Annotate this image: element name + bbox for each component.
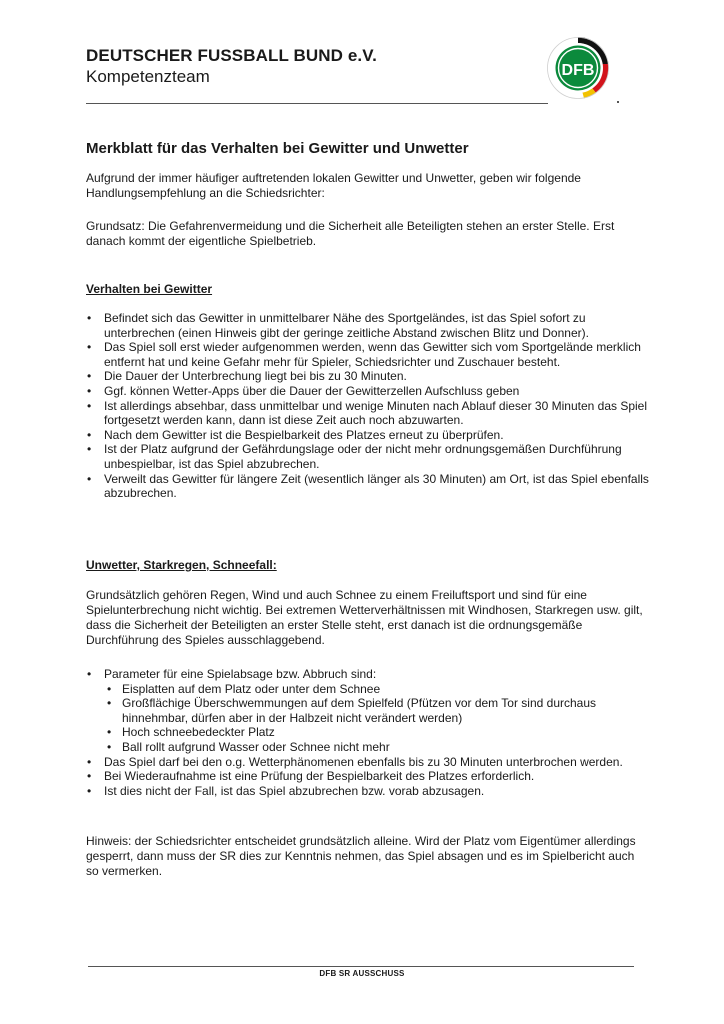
header-divider-dot [617, 101, 619, 103]
sub-list-item: • Ball rollt aufgrund Wasser oder Schnee nicht mehr [104, 740, 658, 755]
organization-name: DEUTSCHER FUSSBALL BUND e.V. [86, 46, 377, 65]
list-item: • Das Spiel soll erst wieder aufgenommen werden, wenn das Gewitter sich vom Sportgelände merklich entfernt hat und keine Gefahr mehr für Spieler, Schiedsrichter und Zuschauer besteht. [86, 340, 658, 369]
document-title: Merkblatt für das Verhalten bei Gewitter und Unwetter [86, 140, 469, 157]
organization-subtitle: Kompetenzteam [86, 67, 210, 86]
parameter-sub-list [104, 682, 658, 755]
closing-note-paragraph: Hinweis: der Schiedsrichter entscheidet grundsätzlich alleine. Wird der Platz vom Eigentümer allerdings gesperrt, dann muss der SR dies zur Kenntnis nehmen, das Spiel absagen und es im Spielbericht auch so vermerken. [86, 834, 636, 878]
list-item [86, 667, 658, 755]
dfb-logo [546, 36, 610, 100]
thunderstorm-bullet-list [86, 311, 658, 501]
list-item: • Befindet sich das Gewitter in unmittelbarer Nähe des Sportgeländes, ist das Spiel sofort zu unterbrechen (einen Hinweis gibt der geringe zeitliche Abstand zwischen Blitz und Donner). [86, 311, 658, 340]
list-item: • Ist dies nicht der Fall, ist das Spiel abzubrechen bzw. vorab abzusagen. [86, 784, 658, 799]
list-item: • Bei Wiederaufnahme ist eine Prüfung der Bespielbarkeit des Platzes erforderlich. [86, 769, 658, 784]
header-divider [86, 103, 548, 104]
list-item-text: Parameter für eine Spielabsage bzw. Abbruch sind: [104, 667, 377, 681]
list-item: • Ist allerdings absehbar, dass unmittelbar und wenige Minuten nach Ablauf dieser 30 Minuten das Spiel fortgesetzt werden kann, dann ist diese Zeit auch noch abzuwarten. [86, 399, 658, 428]
severe-weather-paragraph: Grundsätzlich gehören Regen, Wind und auch Schnee zu einem Freiluftsport und sind für eine Spielunterbrechung nicht wichtig. Bei extremen Wetterverhältnissen mit Windhosen, Starkregen usw. gilt, dass die Sicherheit der Beteiligten an erster Stelle steht, erst danach ist die ordnungsgemäße Durchführung des Spieles ausschlaggebend. [86, 588, 643, 647]
section-heading-severe-weather: Unwetter, Starkregen, Schneefall: [86, 558, 277, 572]
intro-paragraph: Aufgrund der immer häufiger auftretenden lokalen Gewitter und Unwetter, geben wir folgende Handlungsempfehlung an die Schiedsrichter: [86, 171, 581, 200]
list-item: • Ist der Platz aufgrund der Gefährdungslage oder der nicht mehr ordnungsgemäßen Durchführung unbespielbar, ist das Spiel abzubrechen. [86, 442, 658, 471]
sub-list-item: • Hoch schneebedeckter Platz [104, 725, 658, 740]
section-heading-thunderstorm: Verhalten bei Gewitter [86, 282, 213, 296]
sub-list-item: • Eisplatten auf dem Platz oder unter dem Schnee [104, 682, 658, 697]
principle-paragraph: Grundsatz: Die Gefahrenvermeidung und die Sicherheit alle Beteiligten stehen an erster Stelle. Erst danach kommt der eigentliche Spielbetrieb. [86, 219, 615, 248]
list-item: • Verweilt das Gewitter für längere Zeit (wesentlich länger als 30 Minuten) am Ort, ist das Spiel ebenfalls abzubrechen. [86, 472, 658, 501]
dfb-logo-lettering: DFB [561, 62, 595, 79]
list-item: • Nach dem Gewitter ist die Bespielbarkeit des Platzes erneut zu überprüfen. [86, 428, 658, 443]
severe-weather-bullet-list [86, 667, 658, 798]
footer-label: DFB SR AUSSCHUSS [319, 969, 405, 978]
list-item: • Die Dauer der Unterbrechung liegt bei bis zu 30 Minuten. [86, 369, 658, 384]
footer-divider [88, 966, 634, 967]
list-item: • Ggf. können Wetter-Apps über die Dauer der Gewitterzellen Aufschluss geben [86, 384, 658, 399]
sub-list-item: • Großflächige Überschwemmungen auf dem Spielfeld (Pfützen vor dem Tor sind durchaus hinnehmbar, dürfen aber in der Halbzeit nicht verändert werden) [104, 696, 658, 725]
list-item: • Das Spiel darf bei den o.g. Wetterphänomenen ebenfalls bis zu 30 Minuten unterbrochen werden. [86, 755, 658, 770]
